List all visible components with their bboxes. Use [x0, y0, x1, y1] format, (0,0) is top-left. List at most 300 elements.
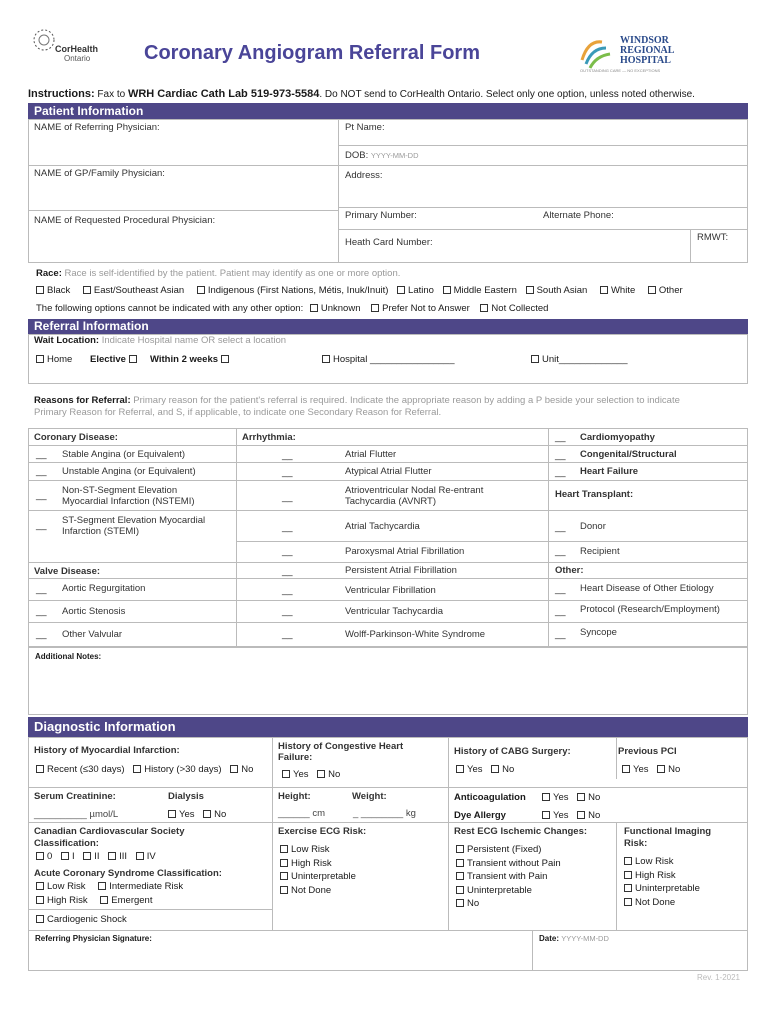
date-hint: YYYY-MM-DD	[561, 934, 609, 943]
option-label: Persistent (Fixed)	[467, 844, 542, 855]
option-label: No	[502, 764, 515, 775]
imaging-low[interactable]	[624, 855, 700, 869]
anticoag-options	[542, 792, 600, 803]
instructions-rest: . Do NOT send to CorHealth Ontario. Select only one option, unless noted otherwise.	[319, 89, 695, 100]
diag-divider-3	[616, 737, 617, 779]
health-card-field[interactable]: Heath Card Number:	[345, 237, 433, 248]
dialysis-options	[168, 809, 226, 820]
ccs-heading-1: Canadian Cardiovascular Society	[34, 826, 185, 837]
checkbox-icon	[36, 896, 44, 904]
race-exclusive-row	[36, 303, 548, 314]
mi-no[interactable]	[230, 764, 253, 775]
instructions-fax-target: WRH Cardiac Cath Lab 519-973-5584	[127, 88, 320, 100]
diag-divider-5	[532, 930, 533, 971]
option-label: Yes	[633, 764, 649, 775]
option-label: Uninterpretable	[467, 884, 532, 896]
dob-hint: YYYY-MM-DD	[370, 151, 419, 160]
race-option-middle-eastern[interactable]	[443, 285, 517, 296]
acs-options-row-2	[36, 895, 152, 906]
pci-no[interactable]	[657, 764, 680, 775]
signature-field[interactable]: Referring Physician Signature:	[35, 934, 152, 943]
coronary-stemi-2: Infarction (STEMI)	[62, 526, 140, 537]
option-label: No	[241, 764, 254, 775]
checkbox-icon	[577, 793, 585, 801]
patient-hline-1	[28, 165, 338, 166]
other-heading: Other:	[555, 565, 584, 576]
acs-heading: Acute Coronary Syndrome Classification:	[34, 868, 222, 879]
checkbox-icon	[36, 915, 44, 923]
checkbox-icon	[98, 882, 106, 890]
blank-line[interactable]: __	[282, 522, 293, 533]
checkbox-icon	[456, 845, 464, 853]
blank-line[interactable]: __	[282, 492, 293, 503]
option-label: Not Done	[291, 884, 332, 896]
option-label: IV	[146, 851, 156, 862]
row-line	[28, 462, 236, 463]
checkbox-icon	[577, 811, 585, 819]
reasons-divider-1	[236, 428, 237, 647]
arrhythmia-atrial-tachycardia: Atrial Tachycardia	[345, 521, 420, 532]
dob-field[interactable]	[345, 150, 419, 161]
race-note: The following options cannot be indicated with any other option:	[36, 303, 304, 314]
checkbox-icon	[648, 286, 656, 294]
race-option-label: Latino	[408, 285, 434, 296]
blank-line[interactable]: __	[282, 467, 293, 478]
alternate-phone-field[interactable]: Alternate Phone:	[543, 210, 614, 221]
row-line	[28, 622, 236, 623]
dialysis-heading: Dialysis	[168, 791, 204, 802]
checkbox-icon	[310, 304, 318, 312]
blank-line[interactable]: __	[282, 546, 293, 557]
diag-hline-2	[28, 822, 748, 823]
imaging-options	[624, 855, 700, 909]
height-heading: Height:	[278, 791, 311, 802]
blank-line[interactable]: __	[36, 629, 47, 640]
dialysis-yes[interactable]	[168, 809, 195, 820]
pci-yes[interactable]	[622, 764, 649, 775]
race-exclusive-label: Prefer Not to Answer	[382, 303, 470, 314]
blank-line[interactable]: __	[282, 629, 293, 640]
race-label: Race:	[36, 268, 62, 279]
acs-emergent[interactable]	[100, 895, 152, 906]
arrhythmia-vt: Ventricular Tachycardia	[345, 606, 444, 617]
race-option-latino[interactable]	[397, 285, 434, 296]
patient-divider-rmwt	[690, 229, 691, 263]
arrhythmia-vf: Ventricular Fibrillation	[345, 585, 436, 596]
rest-ecg-options	[456, 843, 561, 911]
row-line	[28, 480, 236, 481]
arrhythmia-paroxysmal-af: Paroxysmal Atrial Fibrillation	[345, 546, 465, 557]
race-option-label: East/Southeast Asian	[93, 285, 185, 296]
checkbox-icon	[542, 793, 550, 801]
option-label: Yes	[467, 764, 483, 775]
option-label: III	[119, 851, 128, 862]
coronary-heading: Coronary Disease:	[34, 432, 118, 443]
cabg-heading: History of CABG Surgery:	[454, 746, 571, 757]
row-line	[548, 600, 748, 601]
race-option-white[interactable]	[600, 285, 635, 296]
valve-heading: Valve Disease:	[34, 566, 101, 577]
dye-row	[454, 810, 506, 821]
valve-other: Other Valvular	[62, 629, 123, 640]
rest-uninterpretable[interactable]	[456, 884, 561, 898]
race-option-other[interactable]	[648, 285, 683, 296]
arrhythmia-avnrt-1: Atrioventricular Nodal Re-entrant	[345, 485, 484, 496]
corhealth-logo-sub: Ontario	[64, 54, 91, 63]
race-option-black[interactable]	[36, 285, 70, 296]
mi-history[interactable]	[133, 764, 221, 775]
ccs-heading-2: Classification:	[34, 838, 99, 849]
checkbox-icon	[61, 852, 69, 860]
blank-line[interactable]: __	[36, 584, 47, 595]
arrhythmia-atypical-flutter: Atypical Atrial Flutter	[345, 466, 432, 477]
height-field[interactable]: ______ cm	[278, 808, 326, 819]
other-heart-disease: Heart Disease of Other Etiology	[580, 583, 714, 594]
blank-line[interactable]: __	[555, 606, 566, 617]
ccs-options	[36, 851, 156, 862]
chf-options	[282, 769, 340, 780]
option-label: No	[467, 898, 480, 909]
chf-yes[interactable]	[282, 769, 309, 780]
ecg-high[interactable]	[280, 857, 356, 871]
address-field[interactable]: Address:	[345, 170, 383, 181]
checkbox-icon	[317, 770, 325, 778]
valve-aortic-stenosis: Aortic Stenosis	[62, 606, 126, 617]
acs-high[interactable]	[36, 895, 88, 906]
race-option-label: Other	[658, 285, 683, 296]
acs-intermediate[interactable]	[98, 881, 183, 892]
race-exclusive-label: Unknown	[320, 303, 361, 314]
row-line	[548, 462, 748, 463]
wait-location-label: Wait Location:	[34, 335, 100, 346]
race-option-indigenous[interactable]	[197, 285, 389, 296]
arrhythmia-heading: Arrhythmia:	[242, 432, 296, 443]
race-option-asian[interactable]	[83, 285, 184, 296]
checkbox-icon	[36, 286, 44, 294]
ccs-0[interactable]	[36, 851, 52, 862]
reasons-hline-h	[28, 445, 748, 446]
mi-history-heading: History of Myocardial Infarction:	[34, 745, 180, 756]
ccs-ii[interactable]	[83, 851, 99, 862]
transplant-donor: Donor	[580, 521, 606, 532]
blank-line[interactable]: __	[282, 566, 293, 577]
blank-line[interactable]: __	[555, 467, 566, 478]
race-options	[36, 285, 683, 296]
diag-divider-2	[448, 737, 449, 930]
race-not-collected[interactable]	[480, 303, 548, 314]
row-line	[236, 600, 548, 601]
wait-location-hint: Indicate Hospital name OR select a location	[101, 335, 287, 346]
checkbox-icon	[456, 886, 464, 894]
checkbox-icon	[36, 882, 44, 890]
blank-line[interactable]: __	[282, 606, 293, 617]
checkbox-icon	[624, 871, 632, 879]
rest-transient-no-pain[interactable]	[456, 857, 561, 871]
weight-heading: Weight:	[352, 791, 387, 802]
row-line	[28, 562, 236, 563]
creatinine-heading: Serum Creatinine:	[34, 791, 116, 802]
imaging-uninterpretable[interactable]	[624, 882, 700, 896]
checkbox-icon	[280, 859, 288, 867]
instructions-fax-prefix: Fax to	[97, 89, 126, 100]
date-field[interactable]	[539, 934, 609, 943]
chf-no[interactable]	[317, 769, 340, 780]
row-line	[28, 578, 236, 579]
other-syncope: Syncope	[580, 627, 617, 638]
option-label: Not Done	[635, 896, 676, 908]
checkbox-icon	[542, 811, 550, 819]
checkbox-icon	[282, 770, 290, 778]
checkbox-icon	[203, 810, 211, 818]
checkbox-icon	[491, 765, 499, 773]
option-label: History (>30 days)	[144, 764, 222, 775]
checkbox-icon	[280, 872, 288, 880]
imaging-heading-2: Risk:	[624, 838, 648, 849]
anticoag-row	[454, 792, 526, 803]
race-option-south-asian[interactable]	[526, 285, 588, 296]
checkbox-icon	[36, 765, 44, 773]
wait-within-2-weeks[interactable]	[150, 354, 232, 365]
patient-info-heading: Patient Information	[28, 103, 748, 119]
option-label: Yes	[179, 809, 195, 820]
patient-divider	[338, 119, 339, 263]
wait-location-row	[34, 335, 286, 346]
row-line	[236, 562, 548, 563]
patient-hline-2	[28, 210, 338, 211]
race-exclusive-label: Not Collected	[491, 303, 549, 314]
checkbox-icon	[322, 355, 330, 363]
cardiogenic-shock[interactable]	[36, 914, 127, 925]
row-line	[236, 541, 548, 542]
blank-line[interactable]: __	[36, 449, 47, 460]
diag-hline-3	[28, 930, 748, 931]
creatinine-field[interactable]	[34, 809, 118, 820]
reasons-hint-1: Primary reason for the patient's referral is required. Indicate the appropriate reason by adding a P beside your selection to indicate	[133, 395, 680, 406]
wait-unit[interactable]	[531, 354, 628, 365]
cabg-no[interactable]	[491, 764, 514, 775]
imaging-high[interactable]	[624, 869, 700, 883]
option-label: Intermediate Risk	[109, 881, 184, 892]
congenital-structural: Congenital/Structural	[580, 449, 677, 460]
wait-unit-label: Unit_____________	[542, 354, 628, 365]
checkbox-icon	[397, 286, 405, 294]
blank-line[interactable]: __	[555, 546, 566, 557]
patient-hline-5	[338, 207, 748, 208]
wrh-tagline: OUTSTANDING CARE — NO EXCEPTIONS	[580, 68, 661, 73]
race-option-label: Indigenous (First Nations, Métis, Inuk/Inuit)	[207, 285, 389, 296]
option-label: Low Risk	[47, 881, 86, 892]
diag-divider-1	[272, 737, 273, 930]
checkbox-icon	[83, 852, 91, 860]
row-line	[236, 622, 548, 623]
dialysis-no[interactable]	[203, 809, 226, 820]
blank-line[interactable]: __	[36, 490, 47, 501]
additional-notes-field[interactable]	[28, 647, 748, 715]
checkbox-icon	[108, 852, 116, 860]
option-label: Yes	[293, 769, 309, 780]
checkbox-icon	[480, 304, 488, 312]
blank-line[interactable]: __	[555, 629, 566, 640]
dye-yes[interactable]	[542, 810, 569, 821]
wrh-logo-line3: HOSPITAL	[620, 55, 671, 66]
checkbox-icon	[221, 355, 229, 363]
ecg-not-done[interactable]	[280, 884, 356, 898]
race-unknown[interactable]	[310, 303, 361, 314]
race-option-label: Black	[47, 285, 71, 296]
option-label: No	[668, 764, 681, 775]
wait-hospital-label: Hospital ________________	[333, 354, 455, 365]
checkbox-icon	[624, 898, 632, 906]
blank-line[interactable]: __	[36, 606, 47, 617]
wrh-logo	[578, 34, 688, 76]
reasons-hint-2: Primary Reason for Referral, and S, if applicable, to indicate one Secondary Reason for Referral.	[34, 407, 442, 418]
arrhythmia-wpw: Wolff-Parkinson-White Syndrome	[345, 629, 486, 640]
option-label: High Risk	[635, 869, 676, 881]
blank-line[interactable]: __	[555, 584, 566, 595]
option-label: Low Risk	[635, 856, 674, 867]
checkbox-icon	[280, 845, 288, 853]
creatinine-unit: __________ µmol/L	[34, 809, 119, 820]
wrh-logo-line2: REGIONAL	[620, 45, 675, 56]
race-option-label: Middle Eastern	[453, 285, 517, 296]
anticoag-no[interactable]	[577, 792, 600, 803]
race-hint: Race is self-identified by the patient. Patient may identify as one or more option.	[64, 268, 401, 279]
cardiomyopathy: Cardiomyopathy	[580, 432, 655, 443]
rest-transient-pain[interactable]	[456, 870, 561, 884]
row-line	[548, 578, 748, 579]
option-label: Recent (≤30 days)	[47, 764, 125, 775]
arrhythmia-avnrt-2: Tachycardia (AVNRT)	[345, 496, 436, 507]
dye-no[interactable]	[577, 810, 600, 821]
rest-persistent[interactable]	[456, 843, 561, 857]
cabg-yes[interactable]	[456, 764, 483, 775]
blank-line[interactable]: __	[555, 522, 566, 533]
option-label: II	[94, 851, 100, 862]
patient-hline-4	[338, 165, 748, 166]
blank-line[interactable]: __	[36, 466, 47, 477]
pci-options	[622, 764, 680, 775]
blank-line[interactable]: __	[282, 585, 293, 596]
checkbox-icon	[197, 286, 205, 294]
date-label: Date:	[539, 934, 560, 943]
row-line	[236, 480, 548, 481]
race-prefer-not[interactable]	[371, 303, 470, 314]
ecg-uninterpretable[interactable]	[280, 870, 356, 884]
ccs-iii[interactable]	[108, 851, 127, 862]
primary-number-field[interactable]: Primary Number:	[345, 210, 417, 221]
instructions	[28, 88, 695, 100]
blank-line[interactable]: __	[555, 450, 566, 461]
checkbox-icon	[136, 852, 144, 860]
patient-hline-6	[338, 229, 748, 230]
anticoag-yes[interactable]	[542, 792, 569, 803]
heart-transplant-heading: Heart Transplant:	[555, 489, 634, 500]
gp-field[interactable]: NAME of GP/Family Physician:	[34, 168, 165, 179]
blank-line[interactable]: __	[282, 450, 293, 461]
checkbox-icon	[456, 899, 464, 907]
diag-hline-1	[28, 787, 748, 788]
cabg-options	[456, 764, 514, 775]
checkbox-icon	[526, 286, 534, 294]
blank-line[interactable]: __	[36, 520, 47, 531]
wait-home[interactable]	[36, 354, 72, 365]
wait-hospital[interactable]	[322, 354, 455, 365]
reasons-divider-2	[548, 428, 549, 647]
mi-recent[interactable]	[36, 764, 125, 775]
option-label: Uninterpretable	[291, 871, 356, 882]
option-label: No	[588, 810, 601, 821]
acs-low[interactable]	[36, 881, 86, 892]
wrh-logo-line1: WINDSOR	[620, 35, 669, 46]
additional-notes-label: Additional Notes:	[35, 652, 102, 661]
weight-field[interactable]: _ ________ kg	[353, 808, 416, 819]
option-label: No	[328, 769, 341, 780]
option-label: Transient with Pain	[467, 871, 548, 882]
procedural-physician-field[interactable]: NAME of Requested Procedural Physician:	[34, 215, 216, 226]
coronary-nstemi-1: Non-ST-Segment Elevation	[62, 485, 178, 496]
option-label: High Risk	[47, 895, 88, 906]
corhealth-logo	[30, 26, 120, 66]
reasons-label: Reasons for Referral:	[34, 395, 131, 406]
checkbox-icon	[230, 765, 238, 773]
referring-physician-field[interactable]: NAME of Referring Physician:	[34, 122, 160, 133]
wait-elective-label: Elective	[90, 354, 126, 365]
patient-name-field[interactable]: Pt Name:	[345, 122, 385, 133]
ecg-options	[280, 843, 356, 897]
checkbox-icon	[133, 765, 141, 773]
option-label: Transient without Pain	[467, 857, 561, 869]
row-line	[548, 622, 748, 623]
ccs-i[interactable]	[61, 851, 75, 862]
pci-heading: Previous PCI	[618, 746, 677, 757]
checkbox-icon	[36, 852, 44, 860]
mi-history-options	[36, 764, 253, 775]
coronary-stemi-1: ST-Segment Elevation Myocardial	[62, 515, 206, 526]
checkbox-icon	[456, 872, 464, 880]
checkbox-icon	[624, 857, 632, 865]
rmwt-field[interactable]: RMWT:	[697, 232, 729, 243]
imaging-not-done[interactable]	[624, 896, 700, 910]
checkbox-icon	[83, 286, 91, 294]
checkbox-icon	[443, 286, 451, 294]
diagnostic-info-heading: Diagnostic Information	[28, 717, 748, 737]
arrhythmia-persistent-af: Persistent Atrial Fibrillation	[345, 565, 457, 576]
transplant-recipient: Recipient	[580, 546, 620, 557]
heart-failure: Heart Failure	[580, 466, 639, 477]
option-label: 0	[47, 851, 53, 862]
diag-hline-4	[28, 909, 272, 910]
option-label: I	[71, 851, 75, 862]
race-option-label: White	[610, 285, 636, 296]
row-line	[548, 562, 748, 563]
ccs-iv[interactable]	[136, 851, 156, 862]
rest-no[interactable]	[456, 897, 561, 911]
wait-within-2-weeks-label: Within 2 weeks	[150, 354, 219, 365]
corhealth-logo-text: CorHealth	[55, 44, 99, 54]
patient-hline-3	[338, 145, 748, 146]
ecg-low[interactable]	[280, 843, 356, 857]
wait-elective[interactable]	[90, 354, 140, 365]
other-protocol: Protocol (Research/Employment)	[580, 604, 720, 615]
anticoag-label: Anticoagulation	[454, 792, 526, 803]
imaging-heading-1: Functional Imaging	[624, 826, 712, 837]
race-option-label: South Asian	[536, 285, 588, 296]
blank-line[interactable]: __	[555, 432, 566, 443]
coronary-nstemi-2: Myocardial Infarction (NSTEMI)	[62, 496, 195, 507]
valve-aortic-regurgitation: Aortic Regurgitation	[62, 583, 146, 594]
row-line	[236, 462, 548, 463]
row-line	[28, 600, 236, 601]
